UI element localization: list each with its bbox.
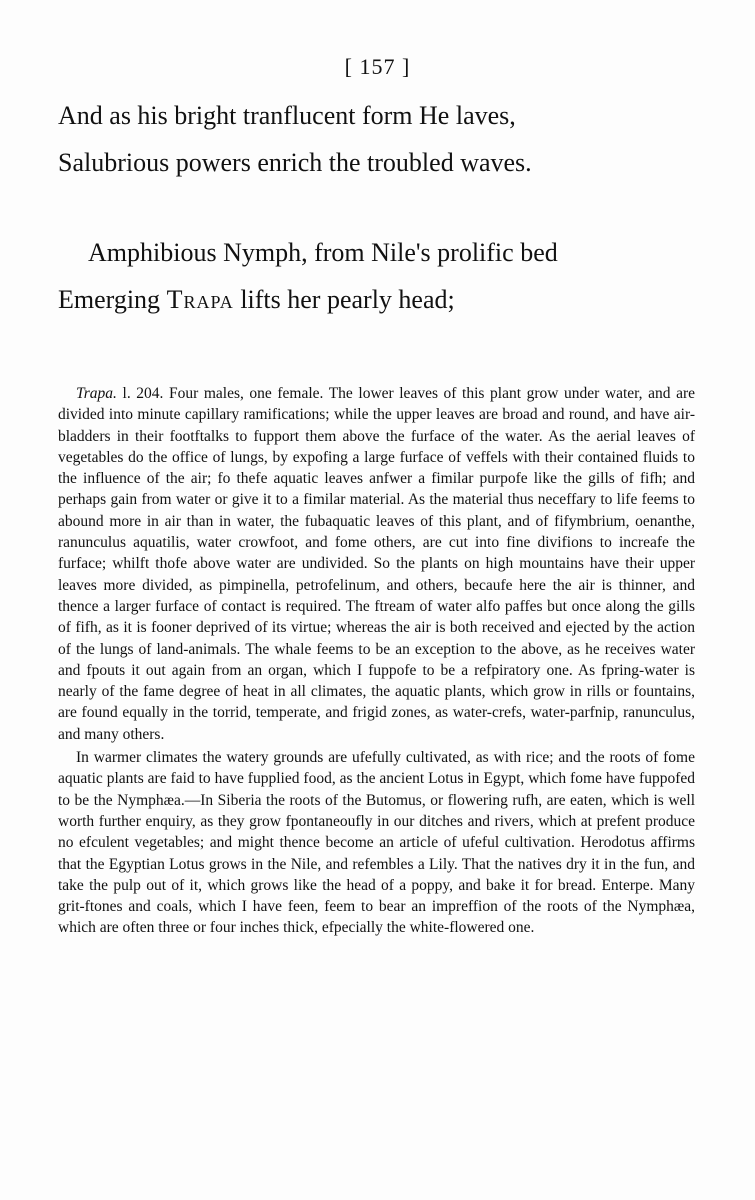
verse-line-2: Salubrious powers enrich the troubled waves.: [58, 148, 532, 177]
footnote-paragraph-1-text: l. 204. Four males, one female. The lower leaves of this plant grow under water, and are divided into minute capillary ramifications; while the upper leaves are broad and round, and have air-bladders in their footftalks to fupport them above the furface of the water. As the aerial leaves of vegetables do the office of lungs, by expofing a large furface of veffels with their contained fluids to the influence of the air; fo thefe aquatic leaves anfwer a fimilar purpofe like the gills of fifh; and perhaps gain from water or give it to a fimilar material. As the material thus neceffary to life feems to abound more in air than in water, the fubaquatic leaves of this plant, and of fifymbrium, oenanthe, ranunculus aquatilis, water crowfoot, and fome others, are cut into fine divifions to increafe the furface; whilft thofe above water are undivided. So the plants on high mountains have their upper leaves more divided, as pimpinella, petrofelinum, and others, becaufe here the air is thinner, and thence a larger furface of contact is required. The ftream of water alfo paffes but once along the gills of fifh, as it is fooner deprived of its virtue; whereas the air is both received and ejected by the action of the lungs of land-animals. The whale feems to be an exception to the above, as he receives water and fpouts it out again from an organ, which I fuppofe to be a refpiratory one. As fpring-water is nearly of the fame degree of heat in all climates, the aquatic plants, which grow in rills or fountains, are found equally in the torrid, temperate, and frigid zones, as water-crefs, water-parfnip, ranunculus, and many others.: [58, 385, 695, 743]
verse-line-1: And as his bright tranflucent form He laves,: [58, 101, 516, 130]
verse-line-4: [58, 285, 455, 315]
facing-page-bleed-through: [618, 108, 755, 154]
footnote-paragraph-1: [58, 383, 695, 745]
verse-line-4-end: lifts her pearly head;: [233, 285, 455, 314]
page-number: [ 157 ]: [344, 54, 411, 79]
verse-line-4-start: Emerging: [58, 285, 161, 314]
verse-line-3: Amphibious Nymph, from Nile's prolific bed: [88, 238, 558, 267]
footnote: [58, 383, 695, 939]
footnote-paragraph-2: In warmer climates the watery grounds are ufefully cultivated, as with rice; and the roots of fome aquatic plants are faid to have fupplied food, as the ancient Lotus in Egypt, which fome have fuppofed to be the Nymphæa.—In Siberia the roots of the Butomus, or flowering rufh, are eaten, which is well worth further enquiry, as they grow fpontaneoufly in our ditches and rivers, which at prefent produce no efculent vegetables; and might thence become an article of ufeful cultivation. Herodotus affirms that the Egyptian Lotus grows in the Nile, and refembles a Lily. That the natives dry it in the fun, and take the pulp out of it, which grows like the head of a poppy, and bake it for bread. Enterpe. Many grit-ftones and coals, which I have feen, feem to bear an impreffion of the roots of the Nymphæa, which are often three or four inches thick, efpecially the white-flowered one.: [58, 749, 695, 937]
footnote-reference: Trapa.: [76, 385, 117, 402]
trapa-name: Trapa: [166, 285, 234, 314]
